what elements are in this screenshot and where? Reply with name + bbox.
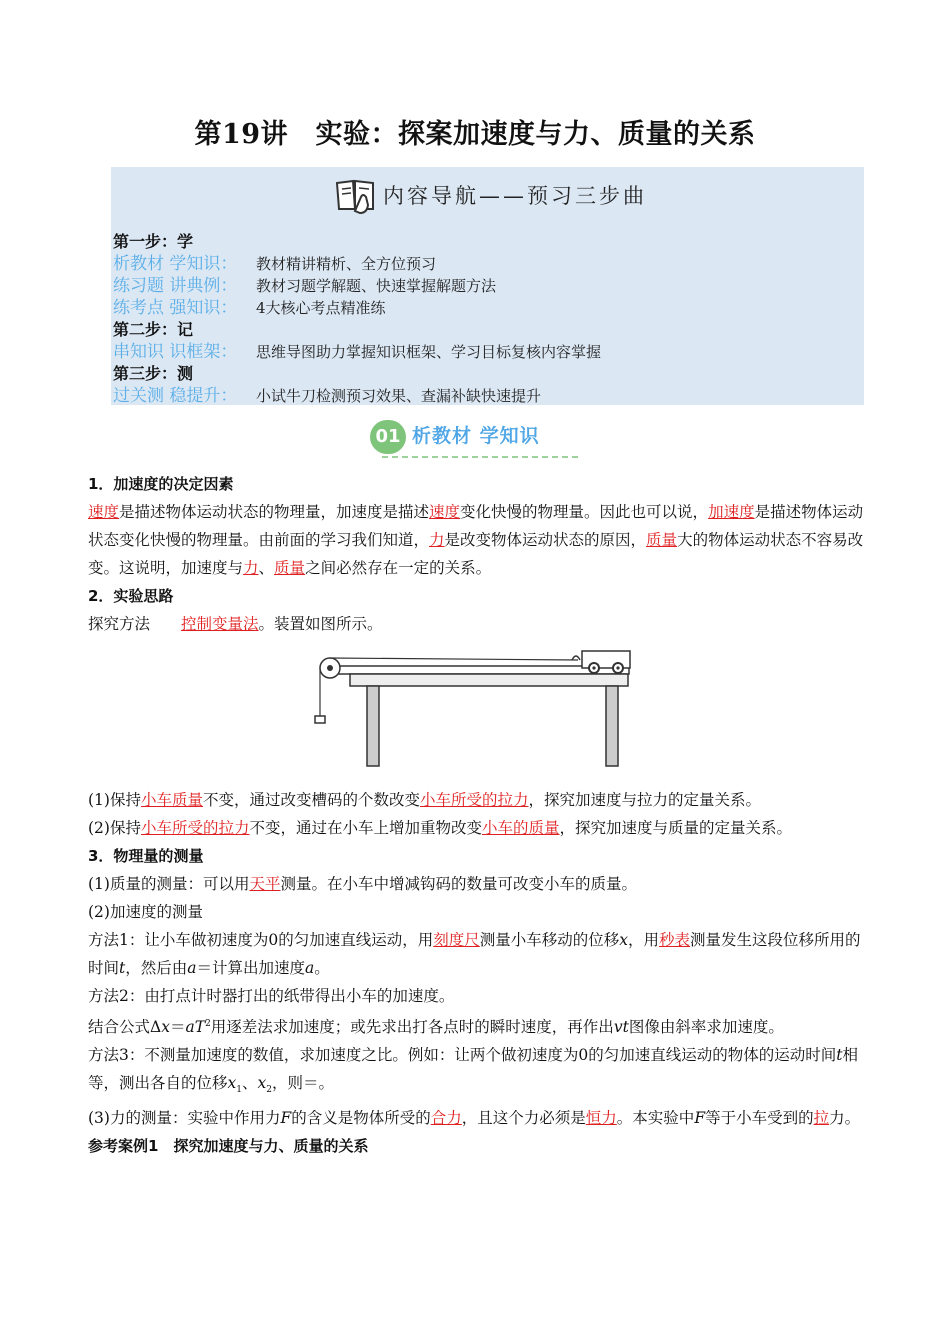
text: ＝ (169, 1018, 186, 1037)
blank-answer: 速度 (429, 503, 461, 521)
nav-item-key: 过关测 稳提升： (113, 386, 238, 406)
method-line (88, 610, 864, 638)
blank-answer: 控制变量法 (181, 615, 259, 633)
page-title: 第19讲 实验：探案加速度与力、质量的关系 (194, 119, 756, 150)
text: 等于小车受到的 (705, 1109, 814, 1128)
nav-item-value: 小试牛刀检测预习效果、查漏补缺快速提升 (256, 387, 542, 405)
var: x (227, 1074, 237, 1093)
step-3-label: 第三步：测 (113, 364, 194, 383)
step-1-label: 第一步：学 (113, 232, 194, 251)
text: (2)保持 (88, 819, 141, 837)
nav-item (113, 253, 601, 275)
text: (3)力的测量：实验中作用力 (88, 1109, 281, 1128)
text: 方法1：让小车做初速度为0的匀加速直线运动，用 (88, 931, 434, 949)
text: 图像由斜率求加速度。 (628, 1018, 784, 1037)
section-divider (382, 456, 578, 458)
nav-item-key: 练考点 强知识： (113, 298, 238, 318)
heading-2: 2．实验思路 (88, 587, 174, 605)
blank-answer: 刻度尺 (433, 931, 480, 949)
text: 的含义是物体所受的 (291, 1109, 431, 1128)
subscript: 1 (236, 1085, 242, 1096)
main-content (88, 470, 864, 1160)
text: 大的物体运动状态不容易改变。这说明，加速度与 (88, 531, 864, 577)
blank-answer: 速度 (88, 503, 120, 521)
var: t (119, 959, 126, 977)
heading-3: 3．物理量的测量 (88, 847, 204, 865)
var: x (257, 1074, 267, 1093)
text: ，则＝。 (272, 1074, 335, 1093)
heading-1: 1．加速度的决定因素 (88, 475, 234, 493)
var: vt (613, 1018, 629, 1037)
nav-item (113, 341, 601, 363)
content-navigation-box (111, 167, 864, 405)
blank-answer: 秒表 (659, 931, 691, 949)
apparatus-figure (88, 646, 864, 776)
step-2-label: 第二步：记 (113, 320, 194, 339)
blank-answer: 小车的质量 (482, 819, 560, 837)
nav-item-key: 串知识 识框架： (113, 342, 238, 362)
text: 力。 (829, 1109, 861, 1128)
var: a (187, 959, 197, 977)
condition-line-1 (88, 786, 864, 814)
reference-case-heading: 参考案例1 探究加速度与力、质量的关系 (88, 1137, 369, 1156)
text: 变化快慢的物理量。因此也可以说， (460, 503, 709, 521)
text: 测量小车移动的位移 (479, 931, 620, 949)
text: 。本实验中 (616, 1109, 695, 1128)
section-banner (370, 418, 580, 460)
var: x (161, 1018, 170, 1037)
blank-answer: 小车所受的拉力 (420, 791, 529, 809)
text: 测量。在小车中增减钩码的数量可改变小车的质量。 (280, 875, 637, 893)
nav-item (113, 385, 601, 407)
apparatus-diagram (314, 646, 634, 776)
var: F (694, 1109, 706, 1128)
nav-item-key: 析教材 学知识： (113, 254, 238, 274)
text: (1)质量的测量：可以用 (88, 875, 250, 893)
text: ＝计算出加速度 (196, 959, 306, 977)
force-measure (88, 1104, 864, 1132)
nav-item-value: 4大核心考点精准练 (256, 299, 386, 317)
method-3 (88, 1041, 864, 1104)
text: 、 (258, 559, 275, 577)
text: 用逐差法求加速度；或先求出打各点时的瞬时速度，再作出 (210, 1018, 614, 1037)
blank-answer: 力 (429, 531, 445, 549)
text: 是描述物体运动状态的物理量，加速度是描述 (119, 503, 430, 521)
formula-line (88, 1010, 864, 1041)
var: t (836, 1046, 843, 1065)
blank-answer: 天平 (249, 875, 281, 893)
var: T (194, 1018, 206, 1037)
text: 不变，通过改变槽码的个数改变 (202, 791, 420, 809)
method-1 (88, 926, 864, 982)
nav-item-value: 教材精讲精析、全方位预习 (256, 255, 437, 273)
section-label: 析教材 学知识 (412, 425, 540, 447)
text: ，用 (628, 931, 660, 949)
nav-header-text: 内容导航——预习三步曲 (383, 184, 647, 208)
blank-answer: 合力 (430, 1109, 462, 1128)
blank-answer: 质量 (646, 531, 678, 549)
text: ，探究加速度与拉力的定量关系。 (528, 791, 762, 809)
text: 相等，测出各自的位移 (88, 1046, 858, 1093)
text: 、 (242, 1074, 258, 1093)
text: 之间必然存在一定的关系。 (305, 559, 492, 577)
nav-item-value: 思维导图助力掌握知识框架、学习目标复核内容掌握 (256, 343, 602, 361)
subscript: 2 (266, 1085, 272, 1096)
text: 方法3：不测量加速度的数值，求加速度之比。例如：让两个做初速度为0的匀加速直线运动的物体的运动时间 (88, 1046, 837, 1065)
nav-steps (113, 231, 601, 407)
nav-item-key: 练习题 讲典例： (113, 276, 238, 296)
text: 是描述物体运动状态变化快慢的物理量。由前面的学习我们知道， (88, 503, 864, 549)
text: (1)保持 (88, 791, 141, 809)
blank-answer: 恒力 (585, 1109, 617, 1128)
var: x (619, 931, 629, 949)
blank-answer: 小车所受的拉力 (140, 819, 250, 837)
nav-item (113, 275, 601, 297)
blank-answer: 小车质量 (140, 791, 203, 809)
text: 探究方法 (88, 615, 182, 633)
text: 测量发生这段位移所用的时间 (88, 931, 861, 977)
paragraph-acceleration (88, 498, 864, 582)
book-hand-icon (333, 175, 379, 215)
var: F (280, 1109, 292, 1128)
nav-header (333, 173, 647, 217)
mass-measure (88, 870, 864, 898)
blank-answer: 加速度 (708, 503, 755, 521)
text: 。 (314, 959, 330, 977)
superscript: 2 (205, 1019, 211, 1029)
method-2: 方法2：由打点计时器打出的纸带得出小车的加速度。 (88, 987, 455, 1005)
acceleration-measure: (2)加速度的测量 (88, 903, 203, 921)
blank-answer: 质量 (274, 559, 306, 577)
text: 。装置如图所示。 (258, 615, 383, 633)
blank-answer: 力 (243, 559, 259, 577)
nav-item-value: 教材习题学解题、快速掌握解题方法 (256, 277, 497, 295)
condition-line-2 (88, 814, 864, 842)
text: 不变，通过在小车上增加重物改变 (249, 819, 482, 837)
blank-answer: 拉 (813, 1109, 830, 1128)
nav-item (113, 297, 601, 319)
text: ，然后由 (125, 959, 188, 977)
text: ，且这个力必须是 (461, 1109, 586, 1128)
text: 结合公式Δ (88, 1018, 162, 1037)
text: 是改变物体运动状态的原因， (444, 531, 647, 549)
var: a (185, 1018, 195, 1037)
var: a (305, 959, 315, 977)
text: ，探究加速度与质量的定量关系。 (559, 819, 793, 837)
section-number: 01 (370, 420, 406, 454)
